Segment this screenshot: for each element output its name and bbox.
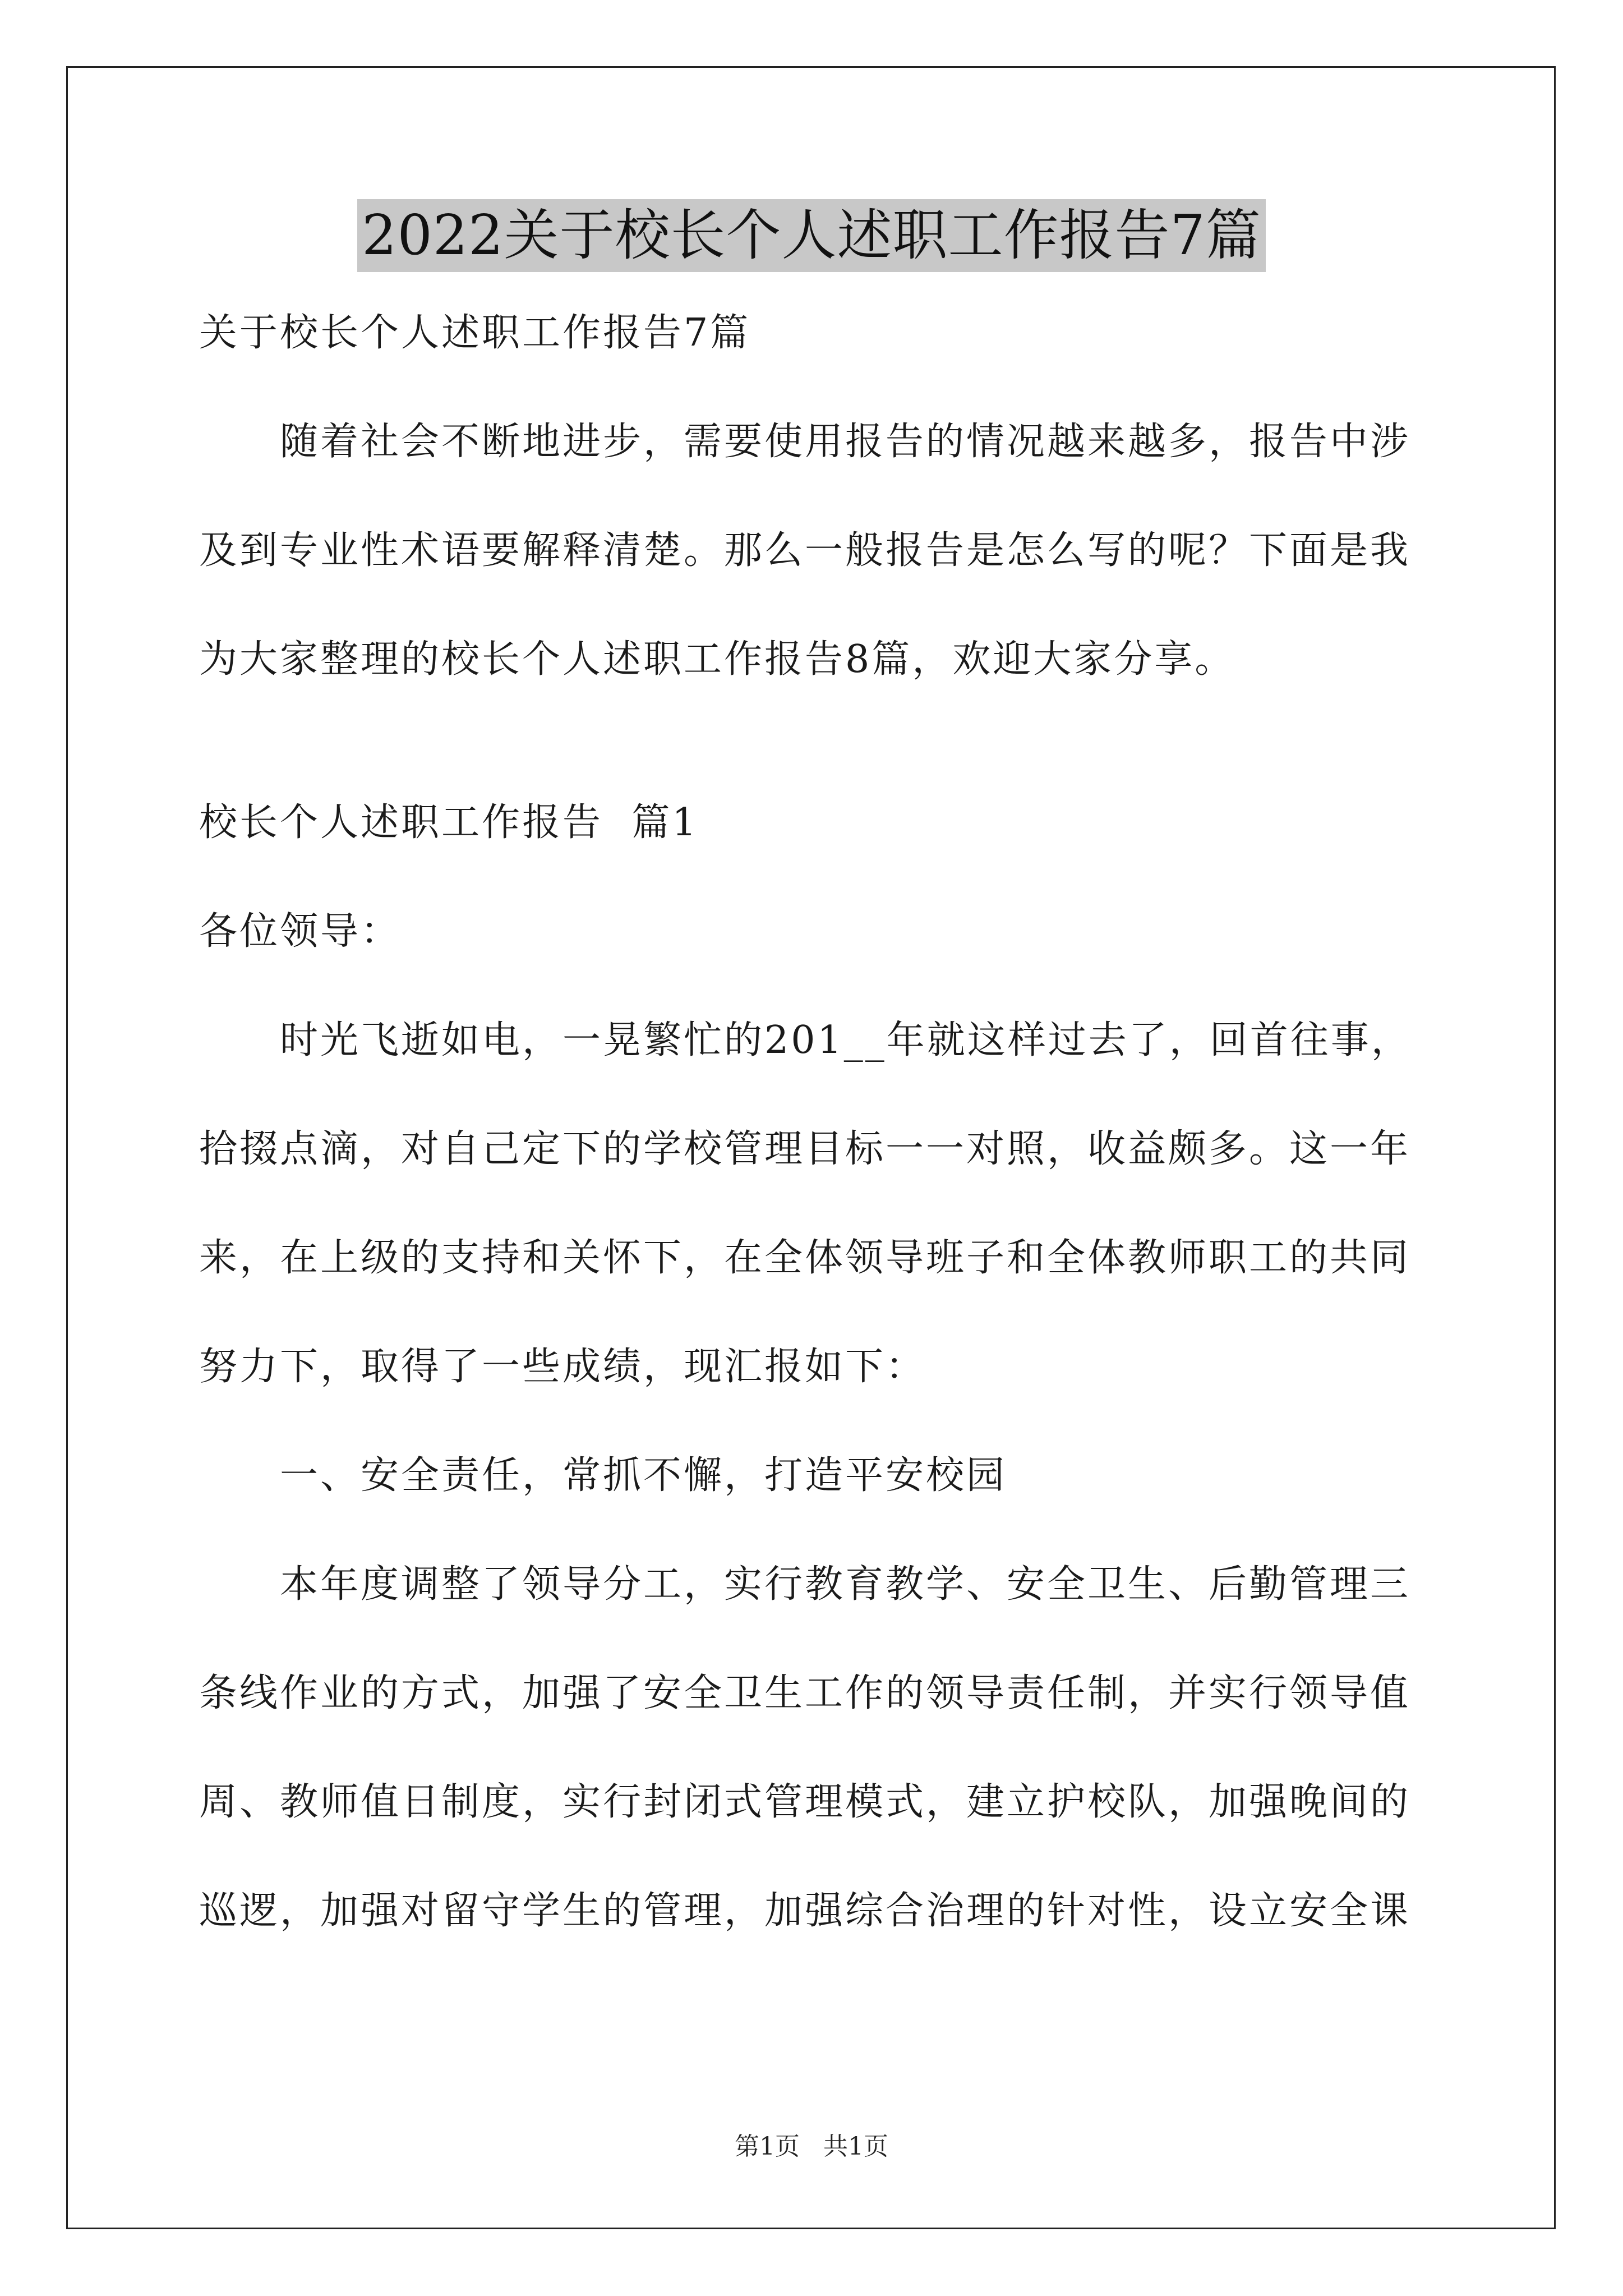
- paragraph-line: 巡逻，加强对留守学生的管理，加强综合治理的针对性，设立安全课: [199, 1889, 1411, 1933]
- paragraph-line: 来，在上级的支持和关怀下，在全体领导班子和全体教师职工的共同: [199, 1236, 1411, 1280]
- paragraph-line: 努力下，取得了一些成绩，现汇报如下：: [199, 1345, 926, 1389]
- page-footer: [0, 2126, 1623, 2162]
- intro-paragraph: [199, 415, 1428, 687]
- subheading-safety: 一、安全责任，常抓不懈，打造平安校园: [280, 1453, 1007, 1498]
- paragraph-line: 时光飞逝如电，一晃繁忙的201__年就这样过去了，回首往事，: [280, 1018, 1412, 1062]
- document-subtitle: 关于校长个人述职工作报告7篇: [199, 311, 751, 355]
- intro-line: 及到专业性术语要解释清楚。那么一般报告是怎么写的呢？下面是我: [199, 528, 1411, 573]
- paragraph-2: [199, 1557, 1428, 1938]
- document-title: 2022关于校长个人述职工作报告7篇: [357, 199, 1266, 272]
- intro-line: 为大家整理的校长个人述职工作报告8篇，欢迎大家分享。: [199, 637, 1235, 682]
- paragraph-1: [199, 1013, 1428, 1394]
- paragraph-line: 拾掇点滴，对自己定下的学校管理目标一一对照，收益颇多。这一年: [199, 1127, 1411, 1171]
- page-number: 第1页: [735, 2132, 800, 2161]
- section-heading: 校长个人述职工作报告 篇1: [199, 800, 699, 845]
- document-body: [199, 306, 1428, 1938]
- title-wrapper: [0, 199, 1623, 272]
- paragraph-line: 本年度调整了领导分工，实行教育教学、安全卫生、后勤管理三: [280, 1562, 1411, 1607]
- paragraph-line: 条线作业的方式，加强了安全卫生工作的领导责任制，并实行领导值: [199, 1671, 1411, 1715]
- intro-line: 随着社会不断地进步，需要使用报告的情况越来越多，报告中涉: [280, 420, 1411, 464]
- total-pages: 共1页: [823, 2132, 888, 2161]
- salutation: 各位领导：: [199, 909, 402, 954]
- paragraph-line: 周、教师值日制度，实行封闭式管理模式，建立护校队，加强晚间的: [199, 1780, 1411, 1824]
